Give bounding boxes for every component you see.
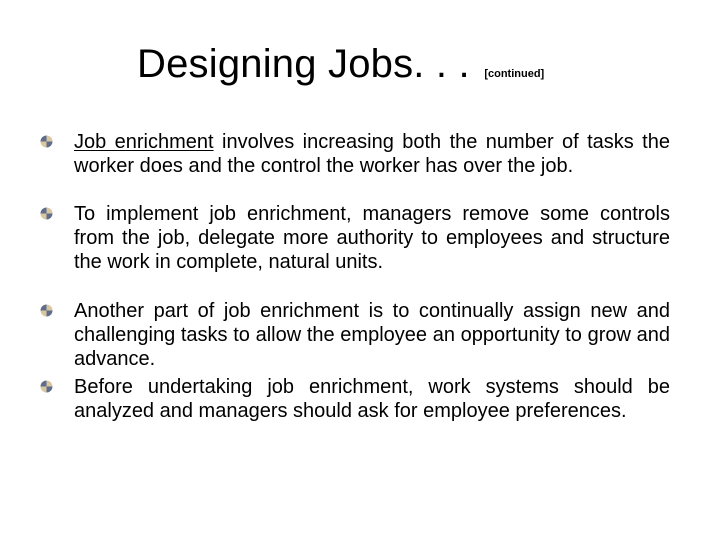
slide-title <box>137 44 544 84</box>
title-text: Designing Jobs. . . <box>137 42 470 86</box>
quartered-sphere-bullet-icon <box>39 134 54 149</box>
quartered-sphere-bullet-icon <box>39 303 54 318</box>
job-enrichment-term: Job enrichment <box>74 131 214 153</box>
quartered-sphere-bullet-icon <box>39 379 54 394</box>
bullet-item <box>74 202 670 274</box>
bullet-item <box>74 375 670 423</box>
bullet-text: Before undertaking job enrichment, work systems should be analyzed and managers should ask for employee preferences. <box>74 376 670 422</box>
quartered-sphere-bullet-icon <box>39 206 54 221</box>
bullet-text: Another part of job enrichment is to continually assign new and challenging tasks to allow the employee an opportunity to grow and advance. <box>74 300 670 370</box>
bullet-item <box>74 299 670 371</box>
title-continued-label: [continued] <box>484 68 545 80</box>
bullet-text: involves increasing both the number of tasks the worker does and the control the worker has over the job. <box>74 131 670 177</box>
bullet-text: To implement job enrichment, managers remove some controls from the job, delegate more authority to employees and structure the work in complete, natural units. <box>74 203 670 273</box>
bullet-item <box>74 130 670 178</box>
